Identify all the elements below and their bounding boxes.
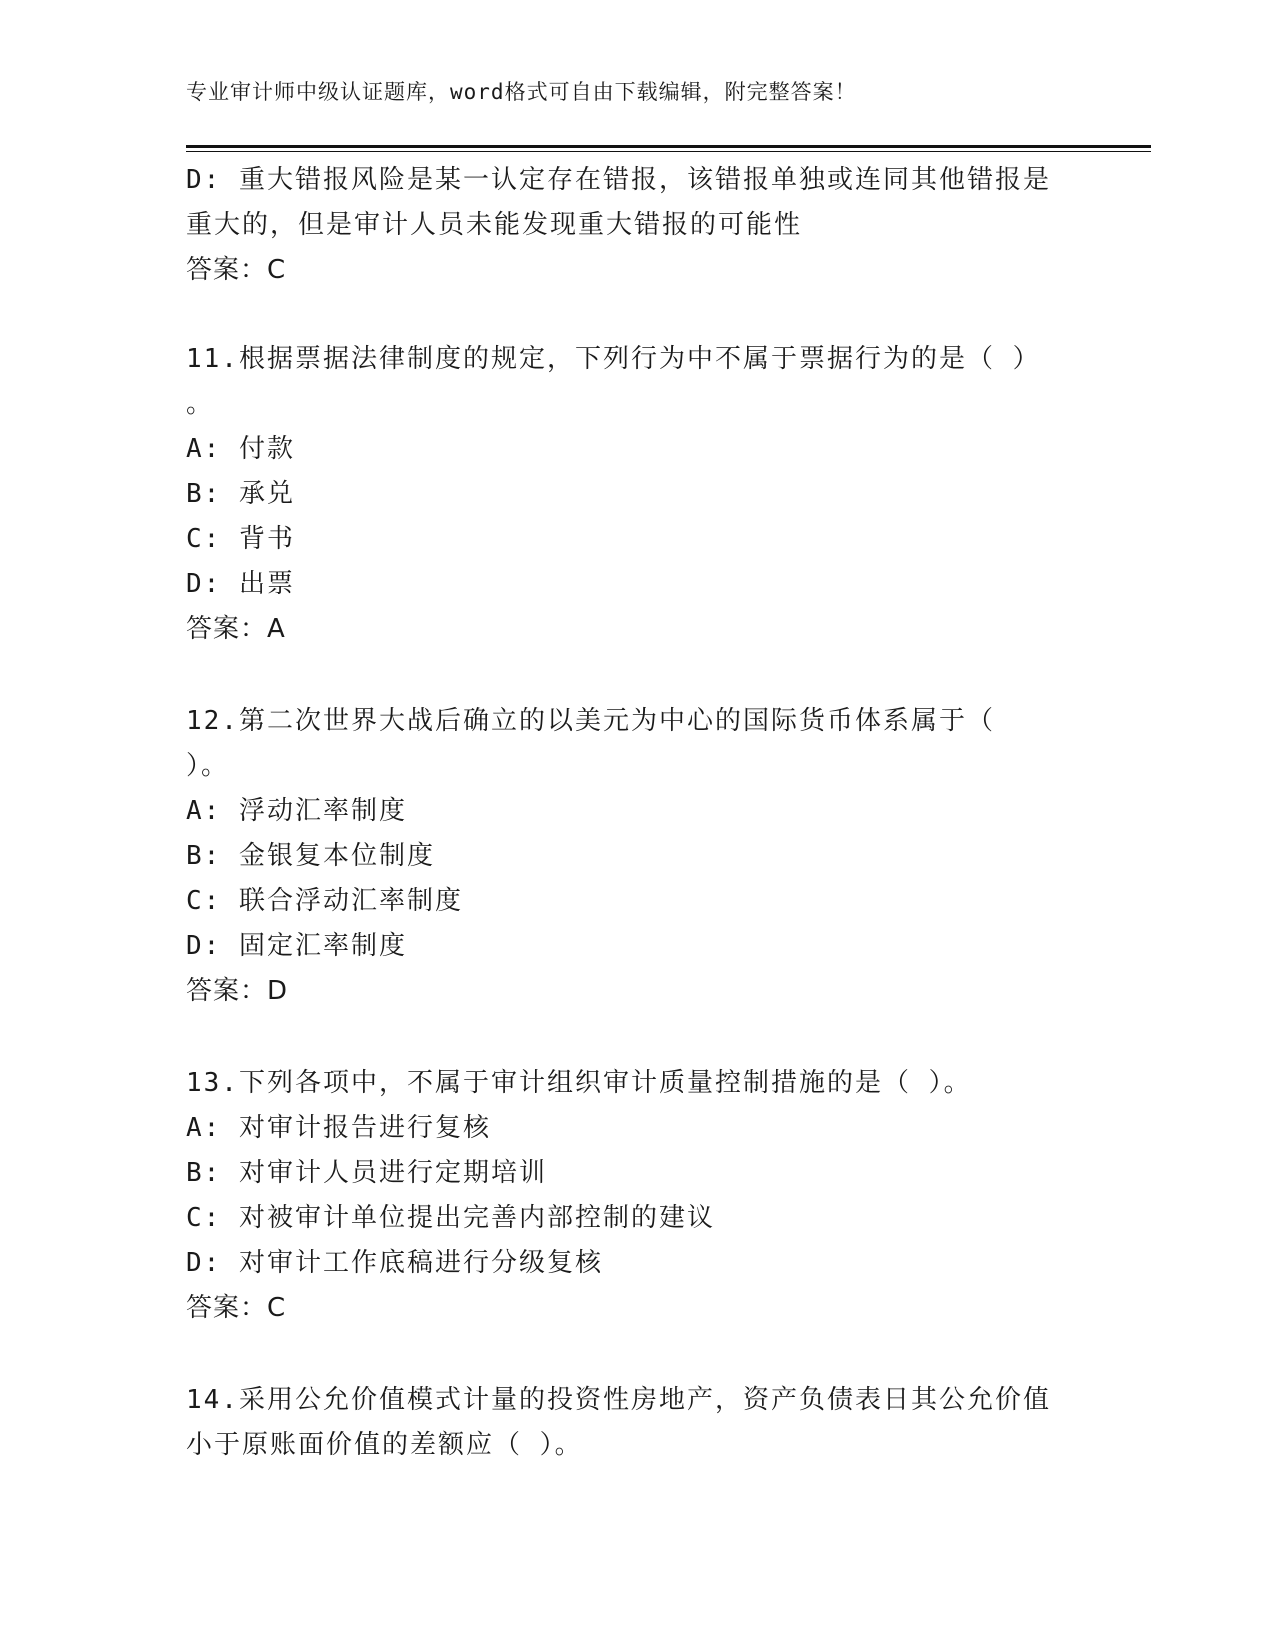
option-b: B: 金银复本位制度 <box>186 841 435 871</box>
option-d: D: 对审计工作底稿进行分级复核 <box>186 1248 603 1278</box>
option-c: C: 背书 <box>186 524 295 554</box>
header-rule-thick <box>186 145 1151 148</box>
answer-line: 答案：C <box>186 255 287 285</box>
option-d: D: 固定汇率制度 <box>186 931 407 961</box>
question-stem: 小于原账面价值的差额应（ ）。 <box>186 1430 583 1460</box>
question-stem: ）。 <box>186 751 230 781</box>
question-stem: 。 <box>186 389 215 419</box>
question-stem: 13.下列各项中，不属于审计组织审计质量控制措施的是（ ）。 <box>186 1068 972 1098</box>
question-stem: 11.根据票据法律制度的规定，下列行为中不属于票据行为的是（ ） <box>186 344 1041 374</box>
option-c: C: 联合浮动汇率制度 <box>186 886 463 916</box>
option-d: D: 出票 <box>186 569 295 599</box>
question-content <box>186 158 1086 1468</box>
question-stem: 14.采用公允价值模式计量的投资性房地产，资产负债表日其公允价值 <box>186 1385 1051 1415</box>
header-rule-thin <box>186 151 1151 152</box>
answer-line: 答案：D <box>186 976 289 1006</box>
option-d-line-1: D: 重大错报风险是某一认定存在错报，该错报单独或连同其他错报是 <box>186 165 1051 195</box>
answer-line: 答案：C <box>186 1293 287 1323</box>
answer-line: 答案：A <box>186 614 286 644</box>
option-a: A: 对审计报告进行复核 <box>186 1113 491 1143</box>
option-a: A: 付款 <box>186 434 295 464</box>
option-b: B: 对审计人员进行定期培训 <box>186 1158 547 1188</box>
option-a: A: 浮动汇率制度 <box>186 796 407 826</box>
option-d-line-2: 重大的，但是审计人员未能发现重大错报的可能性 <box>186 210 803 240</box>
page-header: 专业审计师中级认证题库，word格式可自由下载编辑，附完整答案！ <box>186 80 857 104</box>
question-stem: 12.第二次世界大战后确立的以美元为中心的国际货币体系属于（ <box>186 706 995 736</box>
option-c: C: 对被审计单位提出完善内部控制的建议 <box>186 1203 715 1233</box>
option-b: B: 承兑 <box>186 479 295 509</box>
